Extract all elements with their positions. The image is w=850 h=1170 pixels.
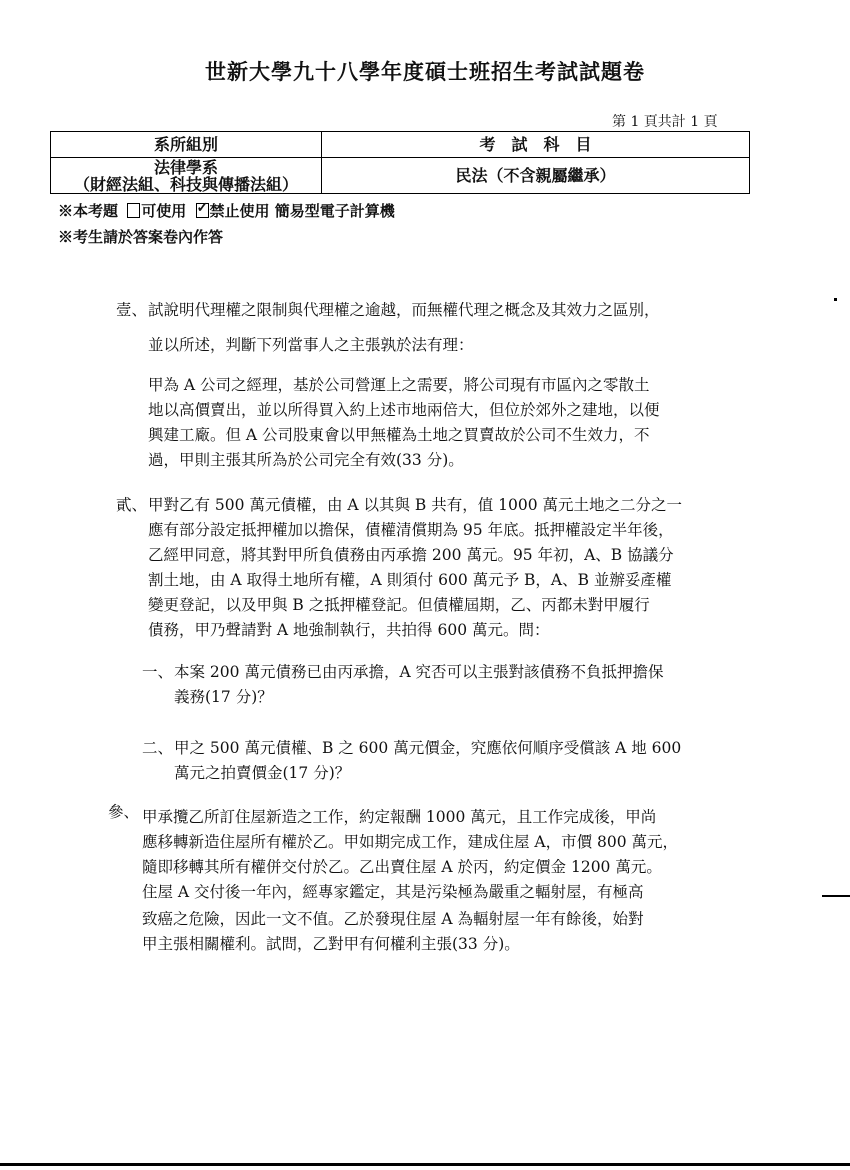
question-1-case-line: 甲為 A 公司之經理，基於公司營運上之需要，將公司現有市區內之零散土 <box>148 376 650 394</box>
calc-suffix: 簡易型電子計算機 <box>274 202 395 220</box>
question-2-line: 應有部分設定抵押權加以擔保，債權清償期為 95 年底。抵押權設定半年後， <box>148 521 674 539</box>
question-2-number: 貳、 <box>116 496 148 514</box>
question-3-line: 隨即移轉其所有權併交付於乙。乙出賣住屋 A 於丙，約定價金 1200 萬元。 <box>142 858 662 876</box>
question-2-line: 乙經甲同意，將其對甲所負債務由丙承擔 200 萬元。95 年初，A、B 協議分 <box>148 546 674 564</box>
question-3-line: 致癌之危險，因此一文不值。乙於發現住屋 A 為輻射屋一年有餘後，始對 <box>142 910 644 928</box>
subquestion-1-line: 本案 200 萬元債務已由丙承擔，A 究否可以主張對該債務不負抵押擔保 <box>174 663 664 681</box>
dept-groups: （財經法組、科技與傳播法組） <box>73 174 298 194</box>
question-3-line: 甲主張相關權利。試問，乙對甲有何權利主張(33 分)。 <box>142 935 520 953</box>
question-2-line: 甲對乙有 500 萬元債權，由 A 以其與 B 共有，值 1000 萬元土地之二分之一 <box>148 496 683 514</box>
subject-name: 民法（不含親屬繼承） <box>322 158 750 194</box>
subject-column-header: 考 試 科 目 <box>322 132 750 158</box>
question-3-line: 住屋 A 交付後一年內，經專家鑑定，其是污染極為嚴重之輻射屋，有極高 <box>142 883 644 901</box>
calc-prefix: ※本考題 <box>58 202 119 220</box>
question-3-number: 參、 <box>108 803 140 821</box>
scan-bottom-edge <box>0 1163 850 1166</box>
question-3-line: 應移轉新造住屋所有權於乙。甲如期完成工作，建成住屋 A，市價 800 萬元， <box>142 833 679 851</box>
question-1-line: 並以所述，判斷下列當事人之主張孰於法有理： <box>148 336 474 354</box>
subquestion-1-line: 義務(17 分)？ <box>174 688 273 706</box>
subquestion-2-line: 萬元之拍賣價金(17 分)？ <box>174 764 351 782</box>
page-number: 第 1 頁共計 1 頁 <box>612 114 718 130</box>
question-2-line: 變更登記，以及甲與 B 之抵押權登記。但債權屆期，乙、丙都未對甲履行 <box>148 596 650 614</box>
forbid-checkbox <box>196 203 209 218</box>
exam-info-table <box>50 131 750 194</box>
subquestion-2-line: 甲之 500 萬元債權、B 之 600 萬元價金，究應依何順序受償該 A 地 600 <box>174 739 682 757</box>
question-1-number: 壹、 <box>116 301 148 319</box>
dept-column-header: 系所組別 <box>51 132 322 158</box>
allow-label: 可使用 <box>141 202 187 220</box>
question-2-line: 割土地，由 A 取得土地所有權，A 則須付 600 萬元予 B，A、B 並辦妥產權 <box>148 571 672 589</box>
forbid-label: 禁止使用 <box>209 202 270 220</box>
question-1-case-line: 興建工廠。但 A 公司股東會以甲無權為土地之買賣故於公司不生效力，不 <box>148 426 650 444</box>
scan-speck <box>834 298 837 301</box>
subquestion-1-number: 一、 <box>142 663 174 681</box>
question-3-line: 甲承攬乙所訂住屋新造之工作，約定報酬 1000 萬元，且工作完成後，甲尚 <box>142 808 657 826</box>
dept-cell <box>51 158 322 194</box>
calculator-rule <box>58 200 395 221</box>
subquestion-2-number: 二、 <box>142 739 174 757</box>
question-1-case-line: 過，甲則主張其所為於公司完全有效(33 分)。 <box>148 451 464 469</box>
dept-name: 法律學系 <box>153 157 218 177</box>
question-2-line: 債務，甲乃聲請對 A 地強制執行，共拍得 600 萬元。問： <box>148 621 550 639</box>
exam-title: 世新大學九十八學年度碩士班招生考試試題卷 <box>205 59 645 84</box>
question-1-case-line: 地以高價賣出，並以所得買入約上述市地兩倍大，但位於郊外之建地，以便 <box>148 401 660 419</box>
question-1-line: 試說明代理權之限制與代理權之逾越，而無權代理之概念及其效力之區別， <box>148 301 660 319</box>
scan-edge-mark <box>822 895 850 897</box>
allow-checkbox <box>127 203 140 218</box>
answer-note: ※考生請於答案卷內作答 <box>58 228 224 246</box>
